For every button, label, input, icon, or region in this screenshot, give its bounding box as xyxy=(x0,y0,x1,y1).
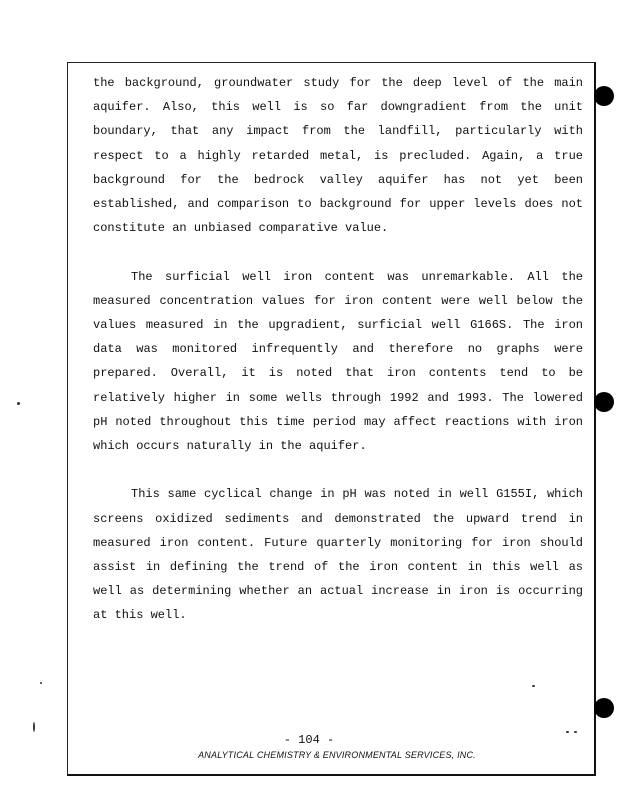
scan-speck xyxy=(33,722,35,732)
binder-hole-bottom xyxy=(594,698,614,718)
company-name: ANALYTICAL CHEMISTRY & ENVIRONMENTAL SERVICES, INC. xyxy=(198,750,476,760)
scan-speck xyxy=(532,685,535,687)
scan-speck xyxy=(40,682,42,684)
paragraph-1: the background, groundwater study for the deep level of the main aquifer. Also, this well is so far downgradient from the unit boundary, that any impact from the landfill, particularly with respect to a highly retarded metal, is precluded. Again, a true background for the bedrock valley aquifer has not yet been established, and comparison to background for upper levels does not constitute an unbiased comparative value. xyxy=(93,76,583,236)
scan-speck xyxy=(17,402,20,405)
page-number: - 104 - xyxy=(283,733,335,747)
document-body xyxy=(93,71,583,652)
binder-hole-middle xyxy=(594,392,614,412)
paragraph-2: The surficial well iron content was unremarkable. All the measured concentration values for iron content were well below the values measured in the upgradient, surficial well G166S. The iron data was monitored infrequently and therefore no graphs were prepared. Overall, it is noted that iron contents tend to be relatively higher in some wells through 1992 and 1993. The lowered pH noted throughout this time period may affect reactions with iron which occurs naturally in the aquifer. xyxy=(93,269,583,454)
binder-hole-top xyxy=(594,86,614,106)
paragraph-3: This same cyclical change in pH was noted in well G155I, which screens oxidized sediments and demonstrated the upward trend in measured iron content. Future quarterly monitoring for iron should assist in defining the trend of the iron content in this well as well as determining whether an actual increase in iron is occurring at this well. xyxy=(93,487,583,623)
